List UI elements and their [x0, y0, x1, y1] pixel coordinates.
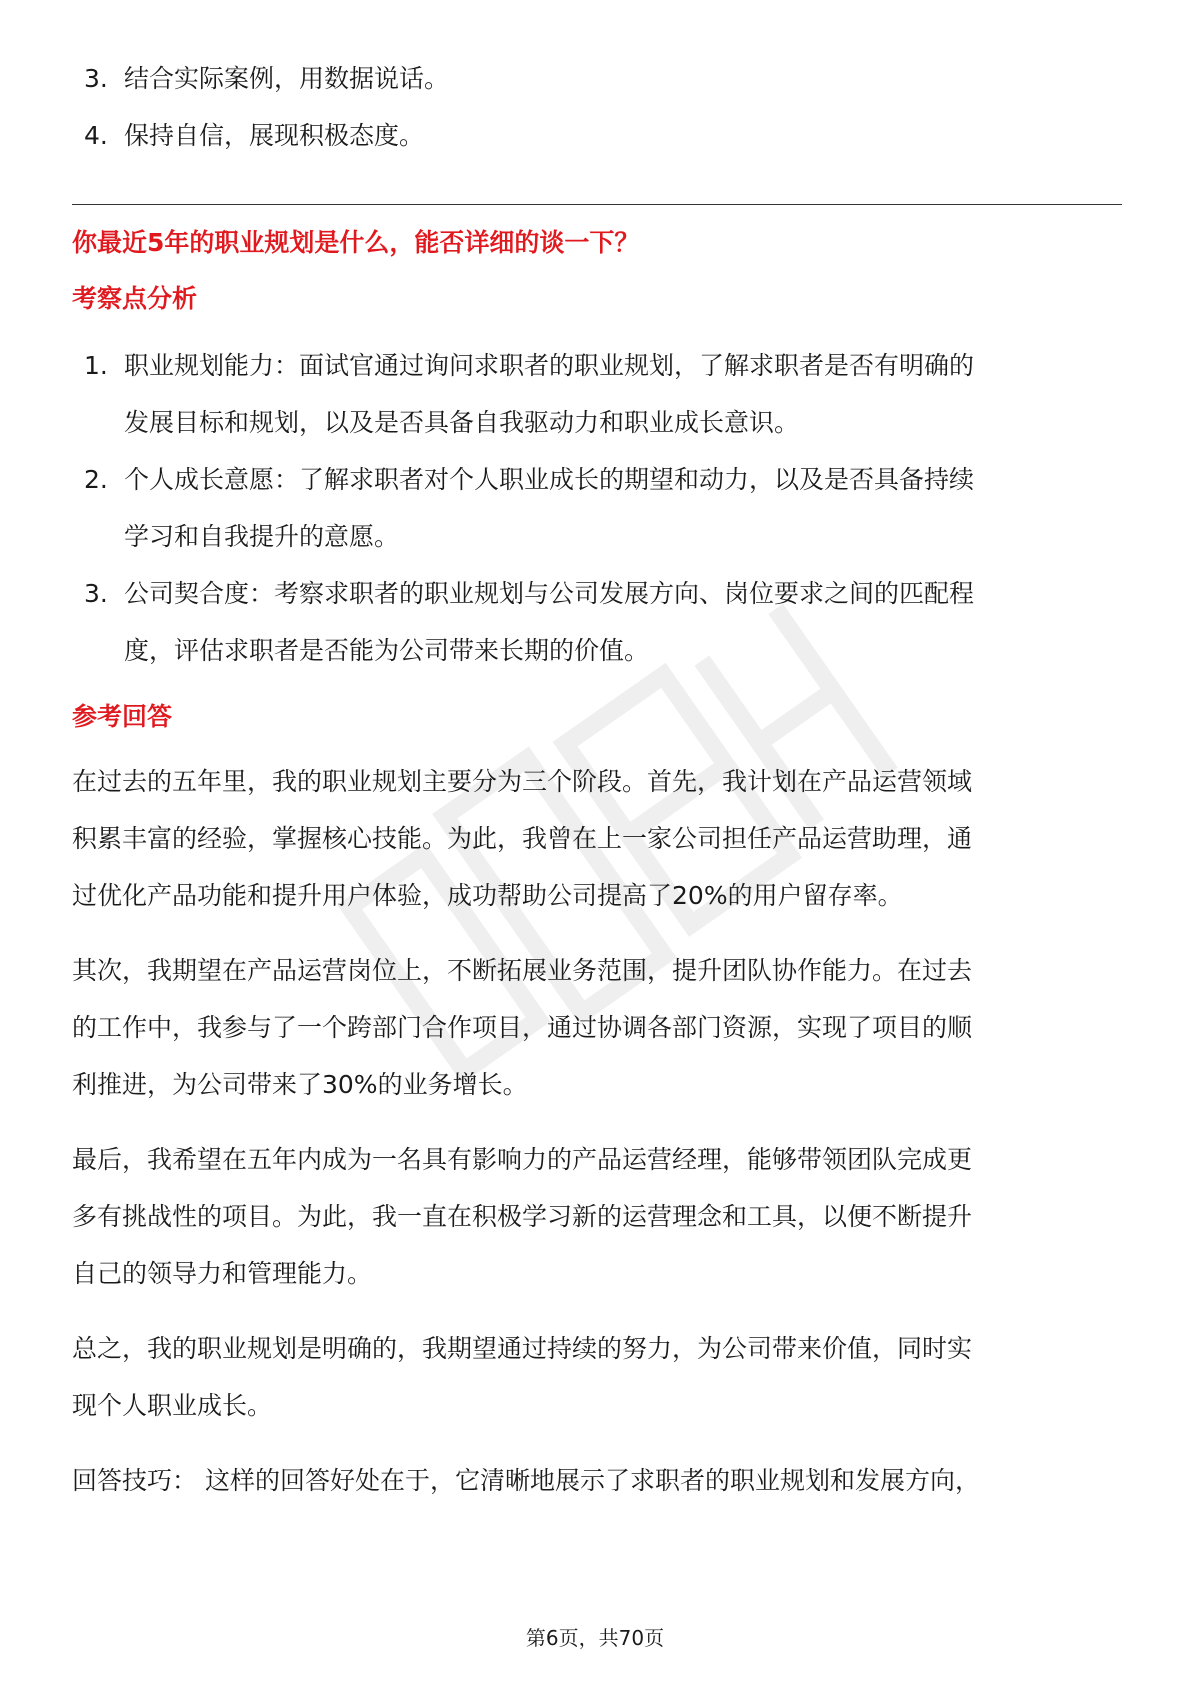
paragraph-line: 多有挑战性的项目。为此，我一直在积极学习新的运营理念和工具，以便不断提升 — [72, 1202, 973, 1231]
answer-paragraph — [72, 942, 1122, 1113]
list-line: 度，评估求职者是否能为公司带来长期的价值。 — [124, 636, 650, 665]
paragraph-line: 过优化产品功能和提升用户体验，成功帮助公司提高了20%的用户留存率。 — [72, 881, 903, 910]
analysis-title: 考察点分析 — [72, 284, 198, 313]
list-number: 3. — [84, 64, 108, 93]
answer-paragraph — [72, 753, 1122, 924]
list-text: 结合实际案例，用数据说话。 — [124, 64, 450, 93]
paragraph-line: 最后，我希望在五年内成为一名具有影响力的产品运营经理，能够带领团队完成更 — [72, 1145, 973, 1174]
answer-paragraph — [72, 1320, 1122, 1434]
list-number: 1. — [84, 351, 108, 380]
list-item — [72, 451, 1122, 565]
content-area — [72, 58, 1122, 1509]
analysis-list — [72, 337, 1122, 679]
list-item — [72, 337, 1122, 451]
paragraph-line: 总之，我的职业规划是明确的，我期望通过持续的努力，为公司带来价值，同时实 — [72, 1334, 973, 1363]
list-number: 3. — [84, 579, 108, 608]
paragraph-line: 积累丰富的经验，掌握核心技能。为此，我曾在上一家公司担任产品运营助理，通 — [72, 824, 973, 853]
page-footer: 第6页，共70页 — [525, 1626, 665, 1650]
list-line: 发展目标和规划，以及是否具备自我驱动力和职业成长意识。 — [124, 408, 800, 437]
list-item — [72, 50, 1122, 107]
answer-paragraph — [72, 1131, 1122, 1302]
paragraph-line: 自己的领导力和管理能力。 — [72, 1259, 373, 1288]
list-number: 2. — [84, 465, 108, 494]
paragraph-line: 利推进，为公司带来了30%的业务增长。 — [72, 1070, 528, 1099]
list-line: 职业规划能力：面试官通过询问求职者的职业规划，了解求职者是否有明确的 — [124, 351, 975, 380]
list-line: 公司契合度：考察求职者的职业规划与公司发展方向、岗位要求之间的匹配程 — [124, 579, 975, 608]
paragraph-line: 其次，我期望在产品运营岗位上，不断拓展业务范围，提升团队协作能力。在过去 — [72, 956, 973, 985]
answer-title: 参考回答 — [72, 702, 173, 731]
section-divider — [72, 204, 1122, 205]
list-line: 学习和自我提升的意愿。 — [124, 522, 400, 551]
list-item — [72, 565, 1122, 679]
list-item — [72, 107, 1122, 164]
list-text: 保持自信，展现积极态度。 — [124, 121, 425, 150]
paragraph-line: 的工作中，我参与了一个跨部门合作项目，通过协调各部门资源，实现了项目的顺 — [72, 1013, 973, 1042]
list-number: 4. — [84, 121, 108, 150]
continued-list — [72, 50, 1122, 164]
answer-tip: 回答技巧： 这样的回答好处在于，它清晰地展示了求职者的职业规划和发展方向， — [72, 1466, 980, 1495]
paragraph-line: 在过去的五年里，我的职业规划主要分为三个阶段。首先，我计划在产品运营领域 — [72, 767, 973, 796]
question-heading: 你最近5年的职业规划是什么，能否详细的谈一下？ — [72, 228, 640, 257]
paragraph-line: 现个人职业成长。 — [72, 1391, 273, 1420]
list-line: 个人成长意愿：了解求职者对个人职业成长的期望和动力，以及是否具备持续 — [124, 465, 975, 494]
